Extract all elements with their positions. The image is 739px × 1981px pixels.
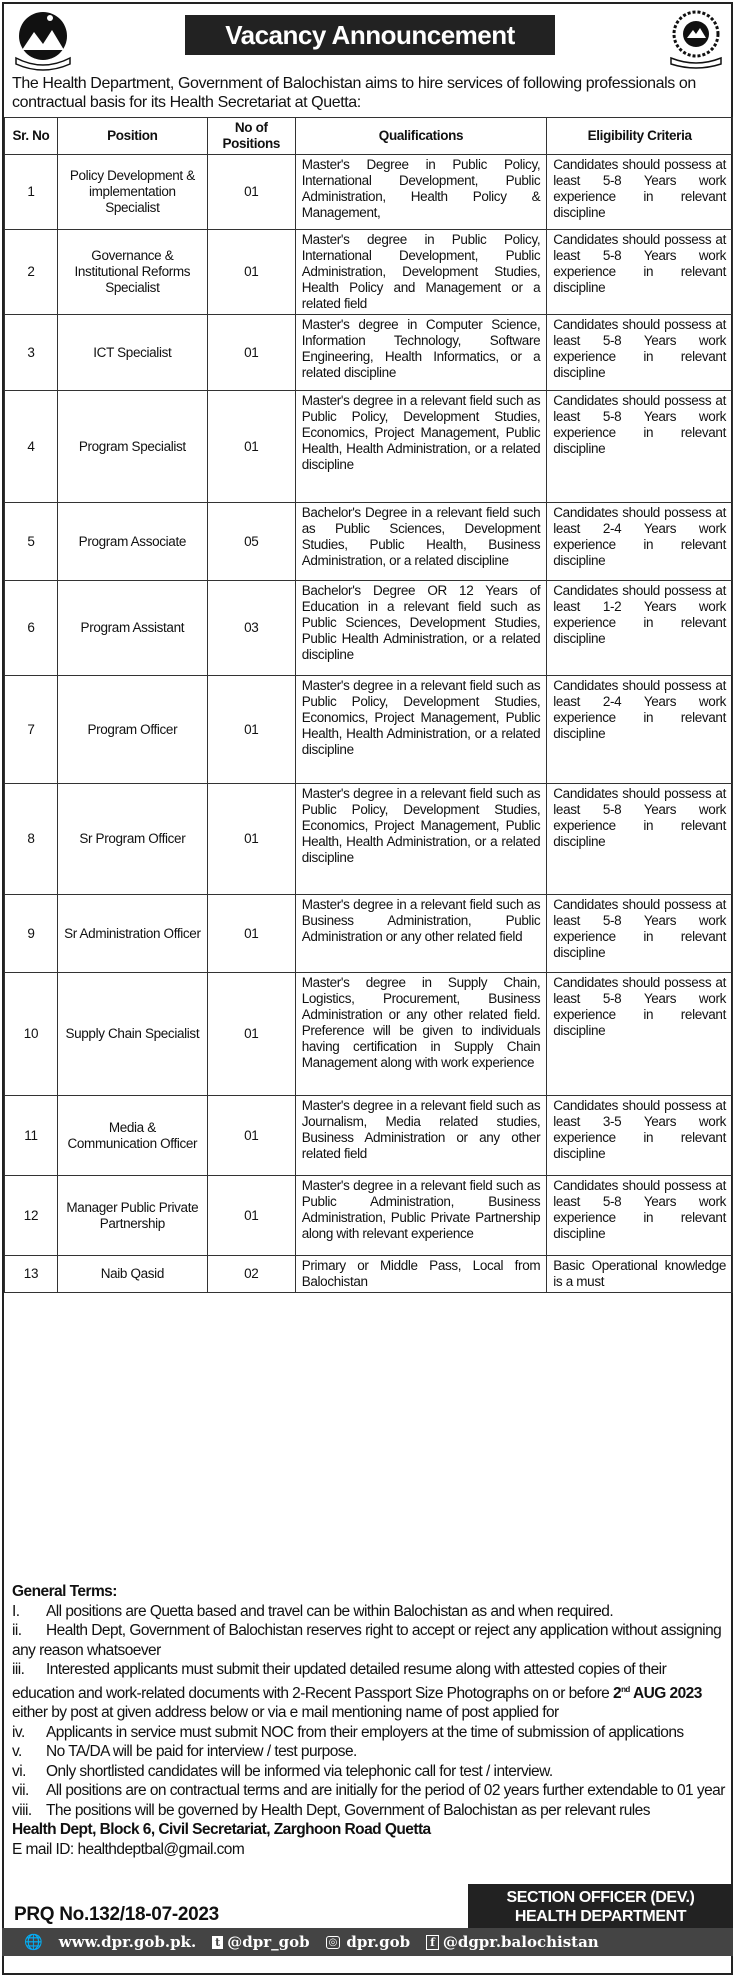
term-item [12,1801,726,1821]
footer-social-bar [2,1928,733,1956]
cell-eligibility: Candidates should possess at least 2-4 Years work experience in relevant discipline [547,503,733,581]
email-link[interactable]: healthdeptbal@gmail.com [77,1840,245,1858]
table-header-row [5,118,733,155]
signature-title: SECTION OFFICER (DEV.) [506,1889,695,1906]
cell-count: 01 [207,676,295,784]
website-link[interactable]: www.dpr.gob.pk. [58,1933,197,1951]
cell-sr: 10 [5,973,58,1096]
cell-position: Manager Public Private Partnership [57,1176,207,1256]
col-header-sr: Sr. No [5,118,58,155]
address: Health Dept, Block 6, Civil Secretariat, Zarghoon Road Quetta [12,1821,431,1839]
table-row [5,676,733,784]
cell-sr: 9 [5,895,58,973]
cell-count: 01 [207,973,295,1096]
vacancy-table [4,117,733,1293]
cell-position: Governance & Institutional Reforms Specialist [57,230,207,315]
cell-sr: 7 [5,676,58,784]
term-number: ii. [12,1622,22,1639]
cell-position: Policy Development & implementation Specialist [57,155,207,230]
col-header-eligibility: Eligibility Criteria [547,118,733,155]
cell-position: Naib Qasid [57,1256,207,1293]
twitter-handle[interactable]: @dpr_gob [227,1933,310,1951]
cell-eligibility: Candidates should possess at least 5-8 Years work experience in relevant discipline [547,895,733,973]
table-row [5,1096,733,1176]
intro-text: The Health Department, Government of Balochistan aims to hire services of following professionals on contractual basis for its Health Secretariat at Quetta: [12,75,696,111]
cell-position: Program Associate [57,503,207,581]
cell-count: 05 [207,503,295,581]
cell-eligibility: Candidates should possess at least 5-8 Years work experience in relevant discipline [547,391,733,503]
cell-sr: 11 [5,1096,58,1176]
table-row [5,973,733,1096]
table-row [5,315,733,391]
cell-eligibility: Basic Operational knowledge is a must [547,1256,733,1293]
term-number: iii. [12,1661,25,1678]
prq-number: PRQ No.132/18-07-2023 [14,1904,219,1925]
table-row [5,230,733,315]
twitter-icon: t [212,1936,223,1949]
term-text: All positions are Quetta based and travel can be within Balochistan as and when required. [46,1602,614,1620]
term-number: v. [12,1743,22,1761]
cell-qualifications: Master's degree in a relevant field such as Journalism, Media related studies, Business Administration or any other related field [295,1096,547,1176]
email-label: E mail ID: [12,1840,78,1858]
cell-count: 01 [207,155,295,230]
term-item [12,1742,726,1762]
cell-count: 01 [207,895,295,973]
email-line [12,1840,726,1860]
cell-sr: 13 [5,1256,58,1293]
term-number: iv. [12,1723,25,1741]
col-header-qualifications: Qualifications [295,118,547,155]
cell-eligibility: Candidates should possess at least 1-2 Years work experience in relevant discipline [547,581,733,676]
cell-qualifications: Primary or Middle Pass, Local from Balochistan [295,1256,547,1293]
cell-qualifications: Master's degree in a relevant field such as Business Administration, Public Administration or any other related field [295,895,547,973]
cell-eligibility: Candidates should possess at least 2-4 Years work experience in relevant discipline [547,676,733,784]
general-terms [12,1582,726,1859]
cell-sr: 6 [5,581,58,676]
cell-position: Media & Communication Officer [57,1096,207,1176]
col-header-count: No of Positions [207,118,295,155]
term-number: I. [12,1602,20,1620]
term-item [12,1602,726,1622]
cell-sr: 3 [5,315,58,391]
cell-qualifications: Master's degree in Supply Chain, Logistics, Procurement, Business Administration or any other related field. Preference will be given to individuals having certification in Supply Chain Management along with work experience [295,973,547,1096]
balochistan-seal-icon [663,6,729,72]
table-row [5,895,733,973]
cell-count: 01 [207,784,295,895]
cell-qualifications: Master's degree in a relevant field such as Public Policy, Development Studies, Economics, Project Management, Public Health, Health Administration, or a related discipline [295,676,547,784]
cell-position: Sr Program Officer [57,784,207,895]
term-item [12,1762,726,1782]
table-row [5,1256,733,1293]
term-text: Interested applicants must submit their updated detailed resume along with attested copies of their education and work-related documents with 2-Recent Passport Size Photographs on or before [12,1661,667,1702]
facebook-icon: f [426,1935,439,1950]
globe-icon: 🌐 [24,1933,43,1951]
table-row [5,391,733,503]
cell-qualifications: Bachelor's Degree OR 12 Years of Education in a relevant field such as Public Sciences, Development Studies, Public Health Administration, or a related discipline [295,581,547,676]
terms-heading: General Terms: [12,1583,117,1600]
cell-sr: 8 [5,784,58,895]
cell-eligibility: Candidates should possess at least 5-8 Years work experience in relevant discipline [547,1176,733,1256]
table-row [5,784,733,895]
term-text: The positions will be governed by Health Dept, Government of Balochistan as per relevant rules [46,1801,650,1819]
term-text: Applicants in service must submit NOC from their employers at the time of submission of applications [46,1723,684,1741]
cell-sr: 1 [5,155,58,230]
term-text: All positions are on contractual terms and are initially for the period of 02 years further extendable to 01 year [46,1782,725,1800]
term-item [12,1660,726,1723]
term-item [12,1723,726,1743]
term-item [12,1621,726,1660]
cell-count: 03 [207,581,295,676]
signature-department: HEALTH DEPARTMENT [514,1908,687,1925]
cell-position: Program Specialist [57,391,207,503]
page-title: Vacancy Announcement [185,15,555,55]
cell-eligibility: Candidates should possess at least 3-5 Years work experience in relevant discipline [547,1096,733,1176]
cell-eligibility: Candidates should possess at least 5-8 Years work experience in relevant discipline [547,315,733,391]
cell-eligibility: Candidates should possess at least 5-8 Years work experience in relevant discipline [547,973,733,1096]
cell-sr: 2 [5,230,58,315]
cell-count: 01 [207,1096,295,1176]
term-text: Only shortlisted candidates will be informed via telephonic call for test / interview. [46,1762,553,1780]
signature-block [468,1884,733,1928]
cell-position: Program Officer [57,676,207,784]
cell-sr: 12 [5,1176,58,1256]
cell-count: 01 [207,391,295,503]
table-row [5,1176,733,1256]
cell-sr: 4 [5,391,58,503]
cell-eligibility: Candidates should possess at least 5-8 Years work experience in relevant discipline [547,155,733,230]
col-header-position: Position [57,118,207,155]
term-text-after: either by post at given address below or via e mail mentioning name of post applied for [12,1704,559,1722]
cell-qualifications: Master's degree in a relevant field such as Public Policy, Development Studies, Economics, Project Management, Public Health, Health Administration, or a related discipline [295,784,547,895]
table-row [5,503,733,581]
balochistan-emblem-icon [10,6,76,72]
cell-count: 02 [207,1256,295,1293]
cell-position: ICT Specialist [57,315,207,391]
instagram-handle[interactable]: dpr.gob [346,1933,411,1951]
cell-qualifications: Master's Degree in Public Policy, International Development, Public Administration, Health Policy & Management, [295,155,547,230]
table-row [5,155,733,230]
facebook-handle[interactable]: @dgpr.balochistan [442,1933,599,1951]
table-row [5,581,733,676]
term-number: vii. [12,1782,29,1800]
cell-position: Supply Chain Specialist [57,973,207,1096]
cell-position: Sr Administration Officer [57,895,207,973]
cell-qualifications: Master's degree in Public Policy, International Development, Public Administration, Development Studies, Health Policy and Management or a related field [295,230,547,315]
term-text: Health Dept, Government of Balochistan reserves right to accept or reject any application without assigning any reason whatsoever [12,1622,722,1659]
deadline-date: 2nd AUG 2023 [613,1684,702,1702]
cell-qualifications: Master's degree in Computer Science, Information Technology, Software Engineering, Health Informatics, or a related discipline [295,315,547,391]
cell-qualifications: Bachelor's Degree in a relevant field such as Public Sciences, Development Studies, Public Health, Business Administration, or a related discipline [295,503,547,581]
cell-count: 01 [207,230,295,315]
cell-qualifications: Master's degree in a relevant field such as Public Administration, Business Administration, Public Private Partnership along with relevant experience [295,1176,547,1256]
cell-eligibility: Candidates should possess at least 5-8 Years work experience in relevant discipline [547,784,733,895]
cell-count: 01 [207,315,295,391]
cell-qualifications: Master's degree in a relevant field such as Public Policy, Development Studies, Economics, Project Management, Public Health, Health Administration, or a related discipline [295,391,547,503]
cell-sr: 5 [5,503,58,581]
instagram-icon: ◎ [326,1936,341,1949]
term-text: No TA/DA will be paid for interview / test purpose. [46,1743,357,1761]
cell-position: Program Assistant [57,581,207,676]
term-item [12,1781,726,1801]
term-number: viii. [12,1801,32,1819]
cell-count: 01 [207,1176,295,1256]
term-number: vi. [12,1762,26,1780]
cell-eligibility: Candidates should possess at least 5-8 Years work experience in relevant discipline [547,230,733,315]
